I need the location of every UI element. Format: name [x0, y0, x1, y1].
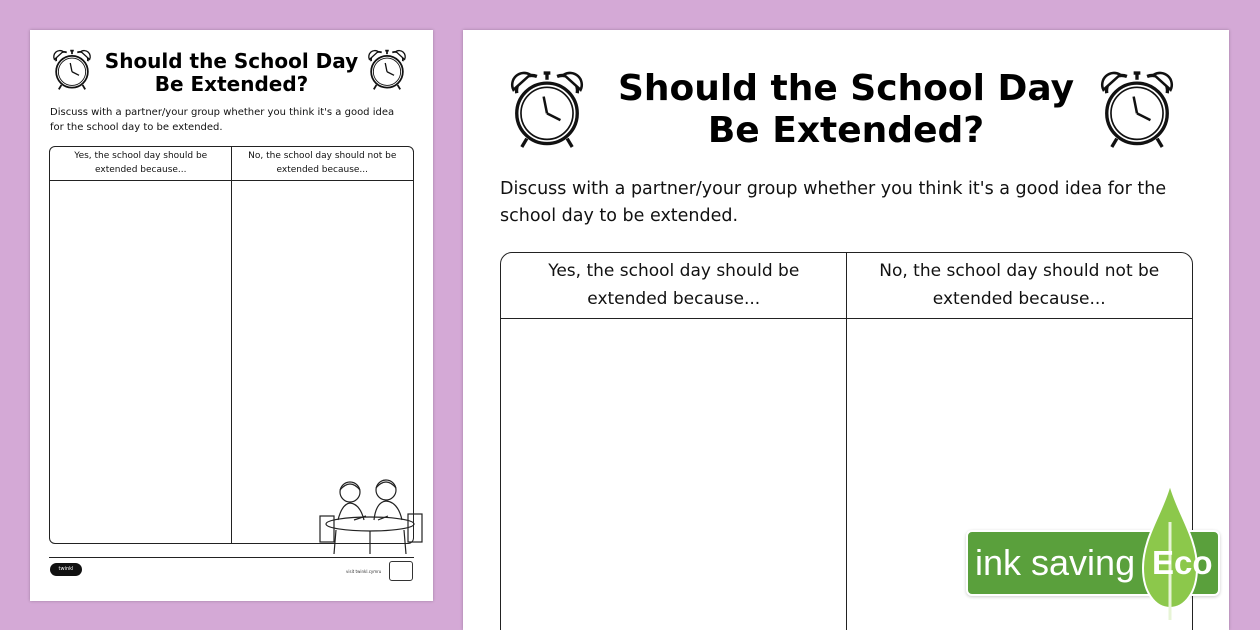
ink-saving-label: ink saving: [975, 542, 1136, 583]
title-line-1: Should the School Day: [104, 49, 359, 73]
title-line-2: Be Extended?: [154, 72, 309, 96]
intro-text: Discuss with a partner/your group whether you think it's a good idea for the school day to be extended.: [50, 107, 395, 133]
title-line-2: Be Extended?: [707, 110, 985, 152]
footer-badge-icon: [389, 561, 413, 581]
eco-label: Eco: [1152, 544, 1213, 581]
children-at-desk-illustration: [314, 476, 426, 556]
intro-text: Discuss with a partner/your group whether you think it's a good idea for the school day to be extended.: [500, 179, 1167, 227]
column-no-header: No, the school day should not be extended because...: [879, 260, 1160, 309]
column-divider: [231, 147, 232, 543]
ink-saving-eco-badge: [963, 482, 1223, 630]
column-no-header: No, the school day should not be extended because...: [248, 151, 397, 175]
worksheet-preview-small: [30, 30, 433, 601]
title-line-1: Should the School Day: [617, 68, 1075, 109]
page-title: [573, 68, 1119, 153]
footer-divider: [49, 557, 414, 558]
alarm-clock-icon: [50, 48, 94, 92]
column-divider: [846, 253, 847, 630]
footer-visit-text: visit twinkl.cymru: [346, 569, 382, 574]
twinkl-logo: twinkl: [50, 563, 82, 576]
column-yes-header: Yes, the school day should be extended because...: [74, 151, 208, 175]
page-title: [90, 50, 373, 96]
column-yes-header: Yes, the school day should be extended because...: [548, 260, 800, 309]
